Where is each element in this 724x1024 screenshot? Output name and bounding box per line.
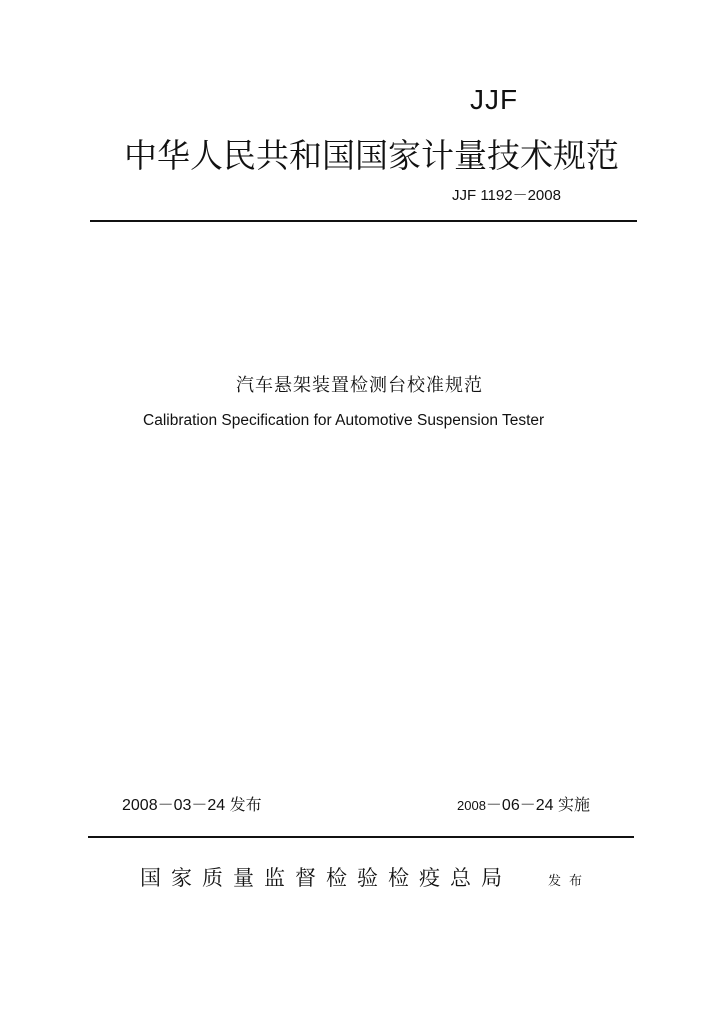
standard-number: JJF 1192－2008 xyxy=(452,187,561,204)
implementation-year: 2008 xyxy=(457,798,486,813)
implementation-date-rest: －06－24 实施 xyxy=(485,797,590,814)
publisher-name: 国家质量监督检验检疫总局 xyxy=(140,866,512,890)
code-mark: JJF xyxy=(470,84,519,115)
implementation-date xyxy=(457,792,590,815)
document-title-chinese: 汽车悬架装置检测台校准规范 xyxy=(236,375,483,396)
series-title: 中华人民共和国国家计量技术规范 xyxy=(124,136,619,175)
top-divider xyxy=(90,220,637,222)
issue-date: 2008－03－24 发布 xyxy=(122,797,262,814)
publish-word: 发布 xyxy=(548,874,591,889)
bottom-divider xyxy=(88,836,634,838)
document-title-english: Calibration Specification for Automotive Suspension Tester xyxy=(143,412,545,429)
